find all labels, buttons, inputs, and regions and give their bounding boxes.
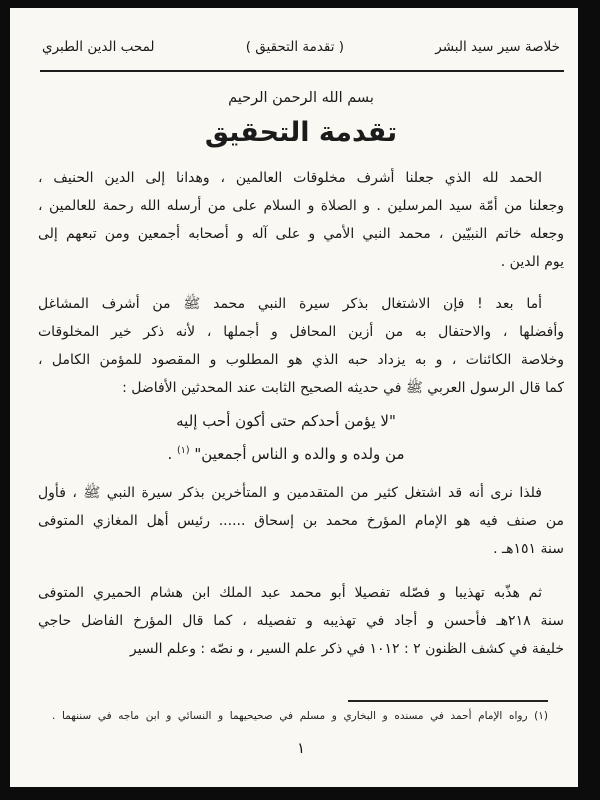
paragraph-line: وجعله خاتم النبيّين ، محمد النبي الأمي و على آله و أصحابه أجمعين ومن تبعهم إلى xyxy=(38,226,564,242)
paragraph-line: وخلاصة الكائنات ، و به يزداد حبه الذي هو المطلوب و المقصود للمؤمن الكامل ، xyxy=(38,352,564,368)
header-rule xyxy=(40,70,564,72)
page-footer xyxy=(38,700,564,787)
paragraph-line: خليفة في كشف الظنون ٢ : ١٠١٢ في ذكر علم السير ، و نصّه : وعلم السير xyxy=(129,641,564,657)
quote-text: من ولده و والده و الناس أجمعين" xyxy=(194,445,405,463)
paragraph-4 xyxy=(38,579,564,663)
paragraph-2 xyxy=(38,290,564,402)
paragraph-line: سنة ٢١٨هـ فأحسن و أجاد في تهذيبه و تفصيله ، كما قال المؤرخ الفاضل حاجي xyxy=(38,613,564,629)
header-section-title: ( تقدمة التحقيق ) xyxy=(245,39,345,55)
header-author: لمحب الدين الطبري xyxy=(42,39,155,55)
page-title: تقدمة التحقيق xyxy=(204,117,398,148)
paragraph-line: وأفضلها ، والاحتفال به من أزين المحافل و أجملها ، لأنه ذكر خير المخلوقات xyxy=(38,324,564,340)
paragraph-line: يوم الدين . xyxy=(500,254,564,270)
footnote: (١) رواه الإمام أحمد في مسنده و البخاري و مسلم في صحيحيهما و النسائي و ابن ماجه في سننهما . xyxy=(52,710,548,722)
footnote-separator xyxy=(348,700,548,702)
paragraph-line: فلذا نرى أنه قد اشتغل كثير من المتقدمين و المتأخرين بذكر سيرة النبي ﷺ ، فأول xyxy=(38,485,542,501)
paragraph-line: سنة ١٥١هـ . xyxy=(493,541,564,557)
paragraph-3 xyxy=(38,479,564,563)
header-book-title: خلاصة سير سيد البشر xyxy=(435,39,560,55)
paragraph-line: ثم هذّبه تهذيبا و فصّله تفصيلا أبو محمد عبد الملك ابن هشام الحميري المتوفى xyxy=(38,585,542,601)
hadith-quote xyxy=(38,406,564,469)
footnote-ref: (١) xyxy=(177,445,190,456)
paragraph-line: وجعلنا من أمّة سيد المرسلين . و الصلاة و السلام على من أرسله الله رحمة للعالمين ، xyxy=(38,198,564,214)
basmala: بسم الله الرحمن الرحيم xyxy=(228,90,374,106)
page-number: ١ xyxy=(296,739,306,757)
paragraph-line: أما بعد ! فإن الاشتغال بذكر سيرة النبي محمد ﷺ من أشرف المشاغل xyxy=(38,296,542,312)
paragraph-line: الحمد لله الذي جعلنا أشرف مخلوقات العالمين ، وهدانا إلى الدين الحنيف ، xyxy=(38,170,542,186)
quote-line xyxy=(58,436,514,469)
paragraph-1 xyxy=(38,164,564,276)
paragraph-line: كما قال الرسول العربي ﷺ في حديثه الصحيح الثابت عند المحدثين الأفاضل : xyxy=(122,380,564,396)
quote-line: "لا يؤمن أحدكم حتى أكون أحب إليه xyxy=(176,412,396,430)
book-page xyxy=(10,8,578,787)
running-header xyxy=(38,36,564,57)
paragraph-line: من صنف فيه هو الإمام المؤرخ محمد بن إسحاق ...... رئيس أهل المغازي المتوفى xyxy=(38,513,564,529)
quote-end-punctuation: . xyxy=(167,445,173,463)
